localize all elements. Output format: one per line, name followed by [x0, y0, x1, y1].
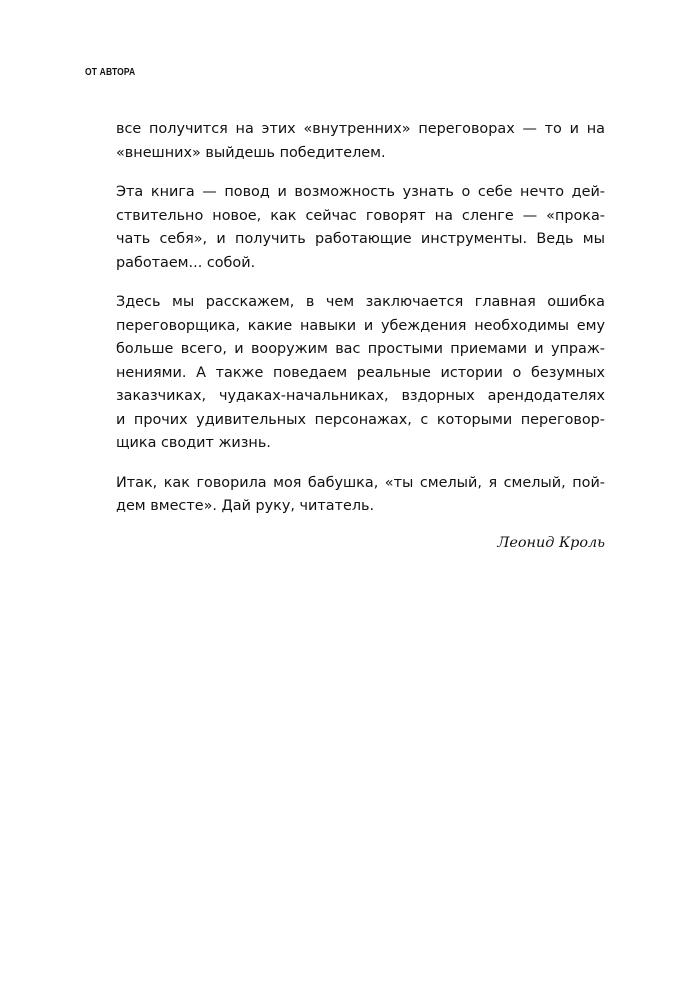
text-line: переговорщика, какие навыки и убеждения необходимы ему	[116, 317, 605, 334]
text-line: нениями. А также поведаем реальные истории о безумных	[116, 364, 605, 381]
text-line: Эта книга — повод и возможность узнать о себе нечто дей-	[116, 184, 605, 200]
text-line: ствительно новое, как сейчас говорят на сленге — «прока-	[116, 207, 605, 224]
page-body	[116, 118, 605, 551]
text-line: заказчиках, чудаках-начальниках, вздорных арендодателях	[116, 388, 605, 404]
text-line: больше всего, и вооружим вас простыми приемами и упраж-	[116, 341, 605, 357]
text-line: щика сводит жизнь.	[116, 435, 271, 451]
text-line: Итак, как говорила моя бабушка, «ты смелый, я смелый, пой-	[116, 474, 605, 491]
author-signature: Леонид Кроль	[497, 534, 605, 551]
text-line: и прочих удивительных персонажах, с которыми переговор-	[116, 411, 605, 428]
paragraph-2	[116, 181, 605, 275]
text-line: Здесь мы расскажем, в чем заключается главная ошибка	[116, 294, 605, 310]
paragraph-1	[116, 118, 605, 165]
text-line: все получится на этих «внутренних» переговорах — то и на	[116, 121, 605, 137]
text-line: чать себя», и получить работающие инструменты. Ведь мы	[116, 231, 605, 247]
paragraph-3	[116, 291, 605, 456]
text-line: «внешних» выйдешь победителем.	[116, 144, 386, 161]
paragraph-4	[116, 472, 605, 519]
text-line: работаем... собой.	[116, 254, 256, 271]
text-line: дем вместе». Дай руку, читатель.	[116, 498, 375, 514]
running-head: ОТ АВТОРА	[85, 67, 136, 78]
